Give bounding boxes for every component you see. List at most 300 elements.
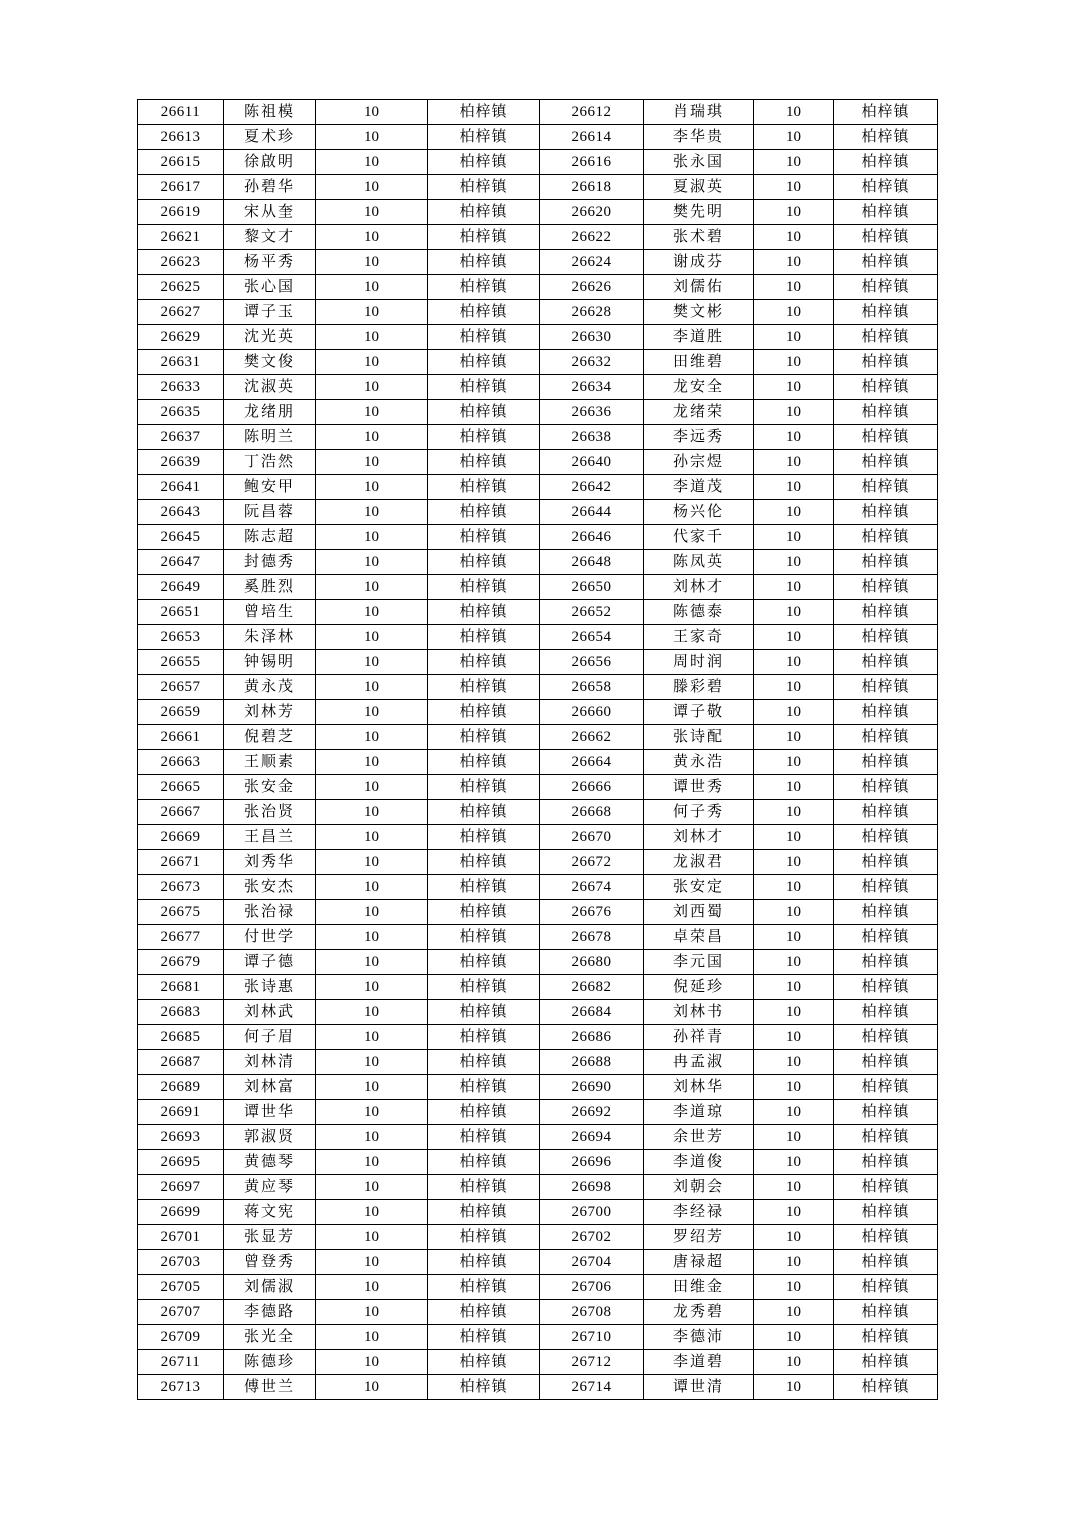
town-cell: 柏梓镇 [428,1250,540,1275]
amount-cell: 10 [754,425,834,450]
id-cell: 26708 [540,1300,644,1325]
amount-cell: 10 [754,825,834,850]
amount-cell: 10 [754,600,834,625]
town-cell: 柏梓镇 [834,400,938,425]
town-cell: 柏梓镇 [834,525,938,550]
id-cell: 26625 [138,275,224,300]
amount-cell: 10 [316,1325,428,1350]
table-row [138,100,938,125]
table-row [138,425,938,450]
name-cell: 宋从奎 [224,200,316,225]
town-cell: 柏梓镇 [428,775,540,800]
amount-cell: 10 [754,175,834,200]
table-row [138,950,938,975]
id-cell: 26678 [540,925,644,950]
id-cell: 26691 [138,1100,224,1125]
name-cell: 刘林清 [224,1050,316,1075]
town-cell: 柏梓镇 [428,350,540,375]
name-cell: 代家千 [644,525,754,550]
name-cell: 王家奇 [644,625,754,650]
amount-cell: 10 [316,1275,428,1300]
amount-cell: 10 [316,1025,428,1050]
amount-cell: 10 [754,1100,834,1125]
town-cell: 柏梓镇 [834,1300,938,1325]
id-cell: 26640 [540,450,644,475]
table-row [138,675,938,700]
amount-cell: 10 [316,700,428,725]
name-cell: 陈祖模 [224,100,316,125]
name-cell: 阮昌蓉 [224,500,316,525]
amount-cell: 10 [316,800,428,825]
name-cell: 陈明兰 [224,425,316,450]
name-cell: 倪碧芝 [224,725,316,750]
town-cell: 柏梓镇 [834,700,938,725]
name-cell: 刘西蜀 [644,900,754,925]
town-cell: 柏梓镇 [834,500,938,525]
name-cell: 李元国 [644,950,754,975]
name-cell: 李经禄 [644,1200,754,1225]
id-cell: 26702 [540,1225,644,1250]
id-cell: 26649 [138,575,224,600]
name-cell: 黄德琴 [224,1150,316,1175]
id-cell: 26621 [138,225,224,250]
name-cell: 李德沛 [644,1325,754,1350]
id-cell: 26682 [540,975,644,1000]
amount-cell: 10 [754,575,834,600]
table-row [138,225,938,250]
name-cell: 刘林书 [644,1000,754,1025]
town-cell: 柏梓镇 [428,1225,540,1250]
amount-cell: 10 [316,150,428,175]
name-cell: 刘朝会 [644,1175,754,1200]
amount-cell: 10 [316,850,428,875]
id-cell: 26663 [138,750,224,775]
amount-cell: 10 [316,750,428,775]
name-cell: 鲍安甲 [224,475,316,500]
table-row [138,1200,938,1225]
town-cell: 柏梓镇 [428,675,540,700]
amount-cell: 10 [316,1050,428,1075]
amount-cell: 10 [316,525,428,550]
amount-cell: 10 [316,550,428,575]
name-cell: 周时润 [644,650,754,675]
name-cell: 孙祥青 [644,1025,754,1050]
amount-cell: 10 [316,925,428,950]
town-cell: 柏梓镇 [428,800,540,825]
town-cell: 柏梓镇 [834,1025,938,1050]
amount-cell: 10 [754,375,834,400]
id-cell: 26687 [138,1050,224,1075]
name-cell: 刘儒淑 [224,1275,316,1300]
town-cell: 柏梓镇 [428,300,540,325]
name-cell: 刘林华 [644,1075,754,1100]
town-cell: 柏梓镇 [428,1025,540,1050]
id-cell: 26657 [138,675,224,700]
name-cell: 张心国 [224,275,316,300]
id-cell: 26677 [138,925,224,950]
table-row [138,1100,938,1125]
id-cell: 26711 [138,1350,224,1375]
amount-cell: 10 [754,350,834,375]
town-cell: 柏梓镇 [428,1125,540,1150]
name-cell: 黄永浩 [644,750,754,775]
records-table-body [138,100,938,1400]
amount-cell: 10 [316,400,428,425]
amount-cell: 10 [316,450,428,475]
name-cell: 张显芳 [224,1225,316,1250]
table-row [138,1175,938,1200]
table-row [138,1025,938,1050]
town-cell: 柏梓镇 [428,875,540,900]
id-cell: 26699 [138,1200,224,1225]
amount-cell: 10 [754,675,834,700]
amount-cell: 10 [754,1150,834,1175]
id-cell: 26685 [138,1025,224,1050]
id-cell: 26706 [540,1275,644,1300]
table-row [138,375,938,400]
table-row [138,250,938,275]
town-cell: 柏梓镇 [428,600,540,625]
town-cell: 柏梓镇 [428,1275,540,1300]
town-cell: 柏梓镇 [834,1200,938,1225]
name-cell: 罗绍芳 [644,1225,754,1250]
table-row [138,650,938,675]
id-cell: 26631 [138,350,224,375]
amount-cell: 10 [316,675,428,700]
table-row [138,350,938,375]
name-cell: 谢成芬 [644,250,754,275]
town-cell: 柏梓镇 [834,1275,938,1300]
name-cell: 沈淑英 [224,375,316,400]
amount-cell: 10 [754,1250,834,1275]
amount-cell: 10 [754,775,834,800]
amount-cell: 10 [316,425,428,450]
amount-cell: 10 [754,1175,834,1200]
id-cell: 26688 [540,1050,644,1075]
id-cell: 26616 [540,150,644,175]
id-cell: 26674 [540,875,644,900]
table-row [138,850,938,875]
amount-cell: 10 [316,1175,428,1200]
id-cell: 26636 [540,400,644,425]
name-cell: 刘林富 [224,1075,316,1100]
amount-cell: 10 [754,725,834,750]
town-cell: 柏梓镇 [428,425,540,450]
name-cell: 陈志超 [224,525,316,550]
amount-cell: 10 [754,850,834,875]
amount-cell: 10 [754,625,834,650]
amount-cell: 10 [316,900,428,925]
town-cell: 柏梓镇 [428,1100,540,1125]
amount-cell: 10 [754,1350,834,1375]
id-cell: 26635 [138,400,224,425]
name-cell: 张安定 [644,875,754,900]
table-row [138,1250,938,1275]
table-row [138,825,938,850]
amount-cell: 10 [316,625,428,650]
amount-cell: 10 [316,1250,428,1275]
table-row [138,1300,938,1325]
table-row [138,400,938,425]
town-cell: 柏梓镇 [834,100,938,125]
amount-cell: 10 [316,1200,428,1225]
id-cell: 26676 [540,900,644,925]
name-cell: 刘林芳 [224,700,316,725]
id-cell: 26654 [540,625,644,650]
name-cell: 李道琼 [644,1100,754,1125]
town-cell: 柏梓镇 [834,1225,938,1250]
name-cell: 黄应琴 [224,1175,316,1200]
id-cell: 26634 [540,375,644,400]
id-cell: 26713 [138,1375,224,1400]
table-row [138,1375,938,1400]
name-cell: 田维金 [644,1275,754,1300]
town-cell: 柏梓镇 [428,325,540,350]
amount-cell: 10 [316,375,428,400]
id-cell: 26622 [540,225,644,250]
id-cell: 26653 [138,625,224,650]
name-cell: 卓荣昌 [644,925,754,950]
name-cell: 刘儒佑 [644,275,754,300]
town-cell: 柏梓镇 [834,1150,938,1175]
town-cell: 柏梓镇 [834,900,938,925]
id-cell: 26698 [540,1175,644,1200]
amount-cell: 10 [316,775,428,800]
amount-cell: 10 [754,475,834,500]
id-cell: 26648 [540,550,644,575]
table-row [138,1000,938,1025]
name-cell: 蒋文宪 [224,1200,316,1225]
town-cell: 柏梓镇 [834,450,938,475]
amount-cell: 10 [316,1100,428,1125]
name-cell: 龙绪朋 [224,400,316,425]
town-cell: 柏梓镇 [428,725,540,750]
amount-cell: 10 [754,525,834,550]
amount-cell: 10 [316,1350,428,1375]
town-cell: 柏梓镇 [428,975,540,1000]
id-cell: 26710 [540,1325,644,1350]
town-cell: 柏梓镇 [834,975,938,1000]
id-cell: 26629 [138,325,224,350]
id-cell: 26639 [138,450,224,475]
id-cell: 26664 [540,750,644,775]
name-cell: 谭子德 [224,950,316,975]
id-cell: 26632 [540,350,644,375]
name-cell: 张诗惠 [224,975,316,1000]
id-cell: 26709 [138,1325,224,1350]
id-cell: 26612 [540,100,644,125]
town-cell: 柏梓镇 [834,925,938,950]
amount-cell: 10 [754,150,834,175]
name-cell: 李道胜 [644,325,754,350]
name-cell: 滕彩碧 [644,675,754,700]
id-cell: 26659 [138,700,224,725]
town-cell: 柏梓镇 [834,125,938,150]
id-cell: 26669 [138,825,224,850]
amount-cell: 10 [754,1325,834,1350]
amount-cell: 10 [754,550,834,575]
table-row [138,875,938,900]
town-cell: 柏梓镇 [428,925,540,950]
id-cell: 26668 [540,800,644,825]
table-row [138,625,938,650]
amount-cell: 10 [754,1025,834,1050]
name-cell: 陈凤英 [644,550,754,575]
id-cell: 26623 [138,250,224,275]
town-cell: 柏梓镇 [428,850,540,875]
id-cell: 26660 [540,700,644,725]
amount-cell: 10 [316,200,428,225]
name-cell: 徐啟明 [224,150,316,175]
name-cell: 李道茂 [644,475,754,500]
town-cell: 柏梓镇 [834,650,938,675]
id-cell: 26703 [138,1250,224,1275]
id-cell: 26689 [138,1075,224,1100]
town-cell: 柏梓镇 [428,1050,540,1075]
name-cell: 黎文才 [224,225,316,250]
table-row [138,1225,938,1250]
amount-cell: 10 [754,1075,834,1100]
id-cell: 26650 [540,575,644,600]
amount-cell: 10 [754,1125,834,1150]
town-cell: 柏梓镇 [834,200,938,225]
town-cell: 柏梓镇 [428,1200,540,1225]
amount-cell: 10 [316,575,428,600]
town-cell: 柏梓镇 [428,175,540,200]
amount-cell: 10 [316,1075,428,1100]
id-cell: 26638 [540,425,644,450]
amount-cell: 10 [754,650,834,675]
name-cell: 肖瑞琪 [644,100,754,125]
name-cell: 封德秀 [224,550,316,575]
name-cell: 张治禄 [224,900,316,925]
town-cell: 柏梓镇 [834,625,938,650]
town-cell: 柏梓镇 [834,425,938,450]
town-cell: 柏梓镇 [834,675,938,700]
amount-cell: 10 [316,1225,428,1250]
name-cell: 谭世华 [224,1100,316,1125]
id-cell: 26613 [138,125,224,150]
amount-cell: 10 [754,950,834,975]
town-cell: 柏梓镇 [428,1300,540,1325]
id-cell: 26696 [540,1150,644,1175]
table-row [138,175,938,200]
amount-cell: 10 [754,875,834,900]
town-cell: 柏梓镇 [834,1125,938,1150]
table-row [138,150,938,175]
id-cell: 26662 [540,725,644,750]
amount-cell: 10 [754,800,834,825]
amount-cell: 10 [754,400,834,425]
amount-cell: 10 [316,475,428,500]
town-cell: 柏梓镇 [834,275,938,300]
id-cell: 26646 [540,525,644,550]
amount-cell: 10 [316,975,428,1000]
amount-cell: 10 [316,875,428,900]
name-cell: 刘林才 [644,575,754,600]
amount-cell: 10 [754,275,834,300]
town-cell: 柏梓镇 [428,250,540,275]
table-row [138,125,938,150]
town-cell: 柏梓镇 [834,1050,938,1075]
id-cell: 26626 [540,275,644,300]
name-cell: 樊文俊 [224,350,316,375]
id-cell: 26647 [138,550,224,575]
name-cell: 冉孟淑 [644,1050,754,1075]
name-cell: 王顺素 [224,750,316,775]
id-cell: 26630 [540,325,644,350]
town-cell: 柏梓镇 [834,300,938,325]
table-row [138,200,938,225]
amount-cell: 10 [754,125,834,150]
name-cell: 龙绪荣 [644,400,754,425]
amount-cell: 10 [754,925,834,950]
name-cell: 刘秀华 [224,850,316,875]
table-row [138,275,938,300]
amount-cell: 10 [754,300,834,325]
name-cell: 夏术珍 [224,125,316,150]
name-cell: 付世学 [224,925,316,950]
town-cell: 柏梓镇 [428,375,540,400]
town-cell: 柏梓镇 [428,100,540,125]
town-cell: 柏梓镇 [834,575,938,600]
amount-cell: 10 [754,100,834,125]
id-cell: 26680 [540,950,644,975]
table-row [138,1050,938,1075]
name-cell: 朱泽林 [224,625,316,650]
id-cell: 26658 [540,675,644,700]
id-cell: 26697 [138,1175,224,1200]
name-cell: 刘林武 [224,1000,316,1025]
id-cell: 26661 [138,725,224,750]
town-cell: 柏梓镇 [834,750,938,775]
id-cell: 26672 [540,850,644,875]
town-cell: 柏梓镇 [834,475,938,500]
id-cell: 26705 [138,1275,224,1300]
id-cell: 26690 [540,1075,644,1100]
amount-cell: 10 [316,250,428,275]
name-cell: 黄永茂 [224,675,316,700]
name-cell: 傅世兰 [224,1375,316,1400]
town-cell: 柏梓镇 [428,825,540,850]
amount-cell: 10 [316,175,428,200]
name-cell: 刘林才 [644,825,754,850]
id-cell: 26692 [540,1100,644,1125]
name-cell: 唐禄超 [644,1250,754,1275]
amount-cell: 10 [754,500,834,525]
name-cell: 郭淑贤 [224,1125,316,1150]
name-cell: 杨兴伦 [644,500,754,525]
table-row [138,550,938,575]
table-row [138,325,938,350]
town-cell: 柏梓镇 [834,325,938,350]
table-row [138,1325,938,1350]
amount-cell: 10 [316,500,428,525]
amount-cell: 10 [316,1375,428,1400]
name-cell: 曾登秀 [224,1250,316,1275]
name-cell: 李远秀 [644,425,754,450]
name-cell: 何子秀 [644,800,754,825]
table-row [138,775,938,800]
name-cell: 樊先明 [644,200,754,225]
town-cell: 柏梓镇 [428,650,540,675]
id-cell: 26644 [540,500,644,525]
town-cell: 柏梓镇 [834,775,938,800]
amount-cell: 10 [316,100,428,125]
town-cell: 柏梓镇 [834,1250,938,1275]
table-row [138,500,938,525]
amount-cell: 10 [316,275,428,300]
